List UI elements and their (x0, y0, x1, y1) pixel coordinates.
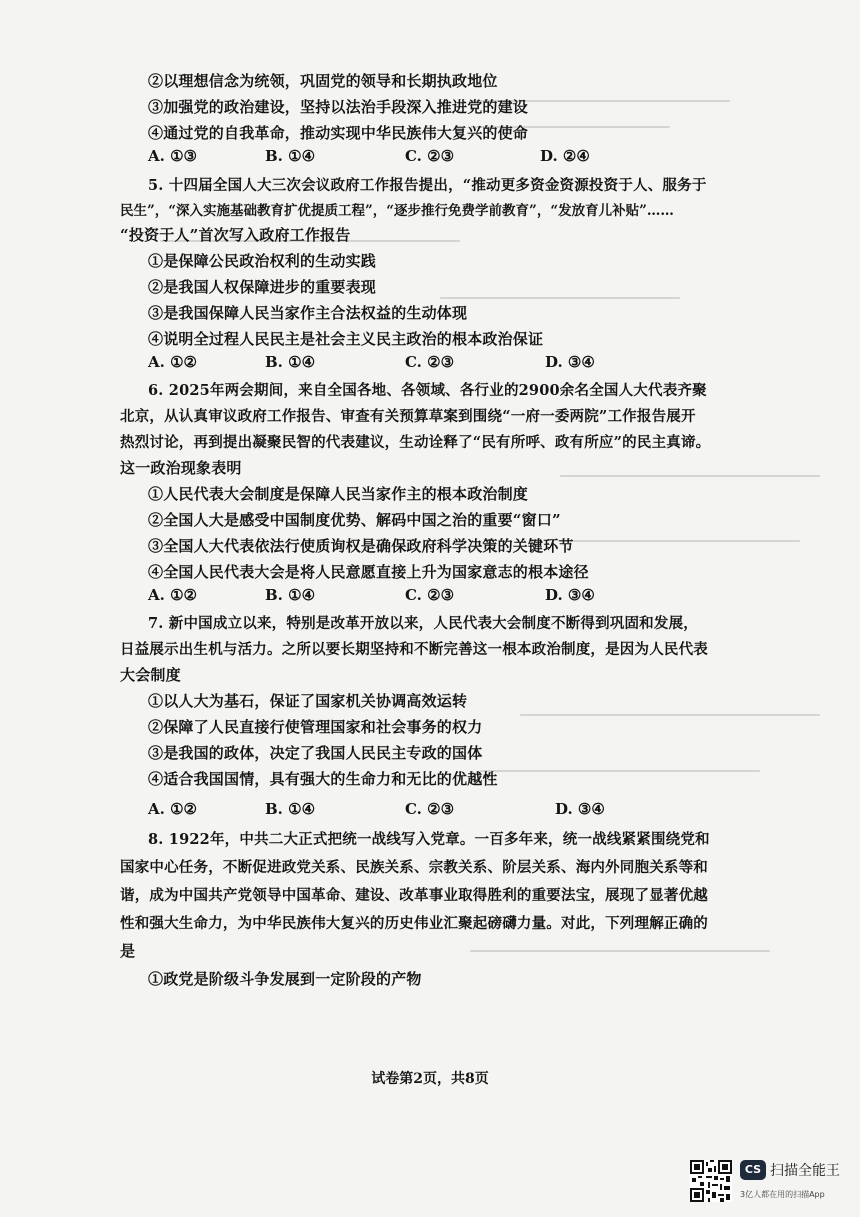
bleed-through-mark (440, 297, 680, 299)
question-stem-6: 6. 2025年两会期间，来自全国各地、各领域、各行业的2900余名全国人大代表齐聚 (148, 382, 707, 399)
statement-line: ③是我国的政体，决定了我国人民民主专政的国体 (148, 744, 483, 762)
option-a: A. ①② (148, 800, 197, 818)
option-b: B. ①④ (265, 353, 316, 371)
statement-line: ④说明全过程人民民主是社会主义民主政治的根本政治保证 (148, 330, 544, 348)
question-stem-7: 日益展示出生机与活力。之所以要长期坚持和不断完善这一根本政治制度，是因为人民代表 (120, 641, 708, 658)
option-a: A. ①② (148, 353, 197, 371)
question-stem-5: 民生”，“深入实施基础教育扩优提质工程”，“逐步推行免费学前教育”，“发放育儿补贴”…… (120, 203, 674, 219)
statement-line: ③加强党的政治建设，坚持以法治手段深入推进党的建设 (148, 98, 529, 116)
option-a: A. ①② (148, 586, 197, 604)
statement-line: ②是我国人权保障进步的重要表现 (148, 278, 377, 296)
question-stem-5: “投资于人”首次写入政府工作报告 (120, 226, 351, 244)
statement-line: ③是我国保障人民当家作主合法权益的生动体现 (148, 304, 468, 322)
statement-line: ②全国人大是感受中国制度优势、解码中国之治的重要“窗口” (148, 511, 561, 529)
page-footer: 试卷第2页，共8页 (371, 1071, 489, 1087)
statement-line: ④通过党的自我革命，推动实现中华民族伟大复兴的使命 (148, 124, 529, 142)
statement-line: ④全国人民代表大会是将人民意愿直接上升为国家意志的根本途径 (148, 563, 589, 581)
scanner-tagline: 3亿人都在用的扫描App (740, 1190, 825, 1199)
statement-line: ④适合我国国情，具有强大的生命力和无比的优越性 (148, 770, 498, 788)
scanner-app-name: 扫描全能王 (770, 1163, 840, 1179)
question-stem-5: 5. 十四届全国人大三次会议政府工作报告提出，“推动更多资金资源投资于人、服务于 (148, 177, 707, 194)
bleed-through-mark (560, 475, 820, 477)
question-stem-7: 7. 新中国成立以来，特别是改革开放以来，人民代表大会制度不断得到巩固和发展， (148, 615, 698, 632)
option-a: A. ①③ (148, 147, 197, 165)
question-stem-6: 热烈讨论，再到提出凝聚民智的代表建议，生动诠释了“民有所呼、政有所应”的民主真谛。 (120, 434, 711, 451)
option-d: D. ③④ (545, 353, 595, 371)
question-stem-8: 8. 1922年，中共二大正式把统一战线写入党章。一百多年来，统一战线紧紧围绕党和 (148, 831, 710, 848)
statement-line: ①人民代表大会制度是保障人民当家作主的根本政治制度 (148, 485, 529, 503)
option-d: D. ②④ (540, 147, 590, 165)
bleed-through-mark (480, 770, 760, 772)
option-c: C. ②③ (405, 147, 455, 165)
option-b: B. ①④ (265, 147, 316, 165)
scanner-logo-icon: CS (740, 1160, 766, 1180)
question-stem-7: 大会制度 (120, 666, 181, 684)
option-d: D. ③④ (545, 586, 595, 604)
question-stem-8: 国家中心任务，不断促进政党关系、民族关系、宗教关系、阶层关系、海内外同胞关系等和 (120, 859, 708, 876)
statement-line: ①政党是阶级斗争发展到一定阶段的产物 (148, 970, 422, 988)
statement-line: ①以人大为基石，保证了国家机关协调高效运转 (148, 692, 468, 710)
qr-code-icon (690, 1160, 732, 1202)
bleed-through-mark (520, 714, 820, 716)
statement-line: ①是保障公民政治权利的生动实践 (148, 252, 377, 270)
option-c: C. ②③ (405, 353, 455, 371)
question-stem-6: 这一政治现象表明 (120, 459, 242, 477)
option-b: B. ①④ (265, 586, 316, 604)
option-d: D. ③④ (555, 800, 605, 818)
question-stem-8: 谐，成为中国共产党领导中国革命、建设、改革事业取得胜利的重要法宝，展现了显著优越 (120, 887, 708, 904)
statement-line: ②以理想信念为统领，巩固党的领导和长期执政地位 (148, 72, 498, 90)
option-c: C. ②③ (405, 800, 455, 818)
option-c: C. ②③ (405, 586, 455, 604)
bleed-through-mark (560, 540, 800, 542)
question-stem-6: 北京，从认真审议政府工作报告、审查有关预算草案到围绕“一府一委两院”工作报告展开 (120, 408, 696, 425)
option-b: B. ①④ (265, 800, 316, 818)
question-stem-8: 性和强大生命力，为中华民族伟大复兴的历史伟业汇聚起磅礴力量。对此，下列理解正确的 (120, 915, 708, 932)
question-stem-8: 是 (120, 942, 136, 960)
bleed-through-mark (470, 950, 770, 952)
statement-line: ②保障了人民直接行使管理国家和社会事务的权力 (148, 718, 483, 736)
statement-line: ③全国人大代表依法行使质询权是确保政府科学决策的关键环节 (148, 537, 574, 555)
